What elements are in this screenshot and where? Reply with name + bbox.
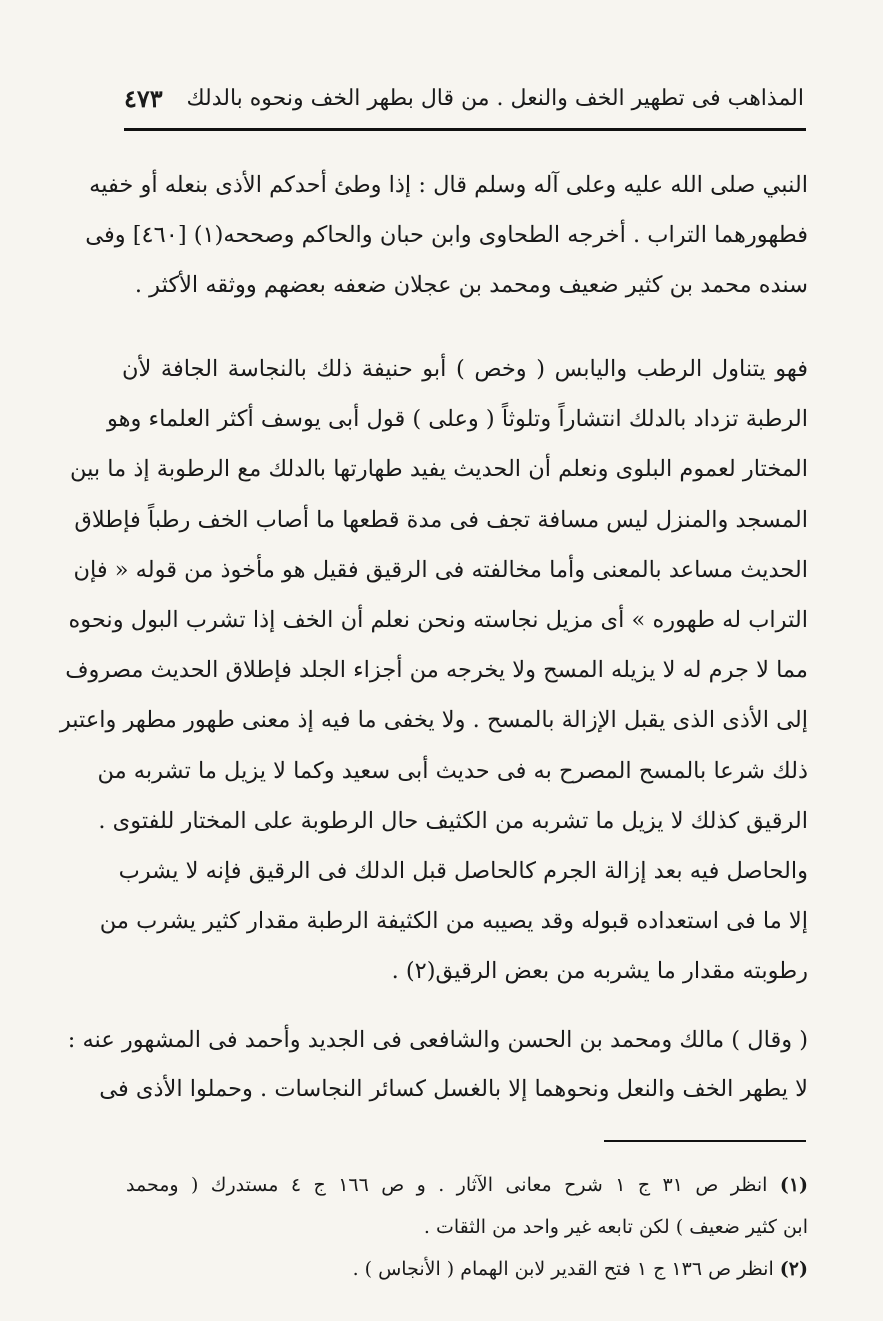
footnote-1-line-2 (126, 1206, 808, 1248)
paragraph-3 (67, 1016, 808, 1114)
footnote-2-line-1 (126, 1248, 808, 1290)
text-line: رطوبته مقدار ما يشربه من بعض الرقيق(٢) . (391, 958, 808, 985)
paragraph-2 (59, 344, 808, 996)
running-header (124, 70, 804, 126)
text-line: ذلك شرعا بالمسح المصرح به فى حديث أبى سعيد وكما لا يزيل ما تشربه من (97, 757, 808, 784)
text-line: الرقيق كذلك لا يزيل ما تشربه من الكثيف حال الرطوبة على المختار للفتوى . (98, 807, 808, 834)
footnote-text: انظر ص ١٣٦ ج ١ فتح القدير لابن الهمام ( الأنجاس ) . (352, 1258, 774, 1280)
text-line: ( وقال ) مالك ومحمد بن الحسن والشافعى فى الجديد وأحمد فى المشهور عنه : (67, 1027, 808, 1053)
running-title: المذاهب فى تطهير الخف والنعل . من قال بطهر الخف ونحوه بالدلك (186, 85, 804, 111)
header-rule (124, 128, 806, 131)
text-line: التراب له طهوره » أى مزيل نجاسته ونحن نعلم أن الخف إذا تشرب البول ونحوه (68, 606, 808, 633)
text-line: الرطبة تزداد بالدلك انتشاراً وتلوثاً ( وعلى ) قول أبى يوسف أكثر العلماء وهو (107, 406, 808, 433)
text-line: فهو يتناول الرطب واليابس ( وخص ) أبو حنيفة ذلك بالنجاسة الجافة لأن (122, 356, 808, 382)
footnotes (126, 1164, 808, 1290)
text-line: مما لا جرم له لا يزيله المسح ولا يخرجه من أجزاء الجلد فإطلاق الحديث مصروف (65, 657, 808, 684)
footnote-separator (604, 1140, 806, 1142)
text-line: الحديث مساعد بالمعنى وأما مخالفته فى الرقيق فقيل هو مأخوذ من قوله « فإن (73, 556, 808, 583)
page-number: ٤٧٣ (124, 83, 163, 113)
paragraph-1 (85, 160, 808, 310)
text-line: إلى الأذى الذى يقبل الإزالة بالمسح . ولا يخفى ما فيه إذ معنى طهور مطهر واعتبر (59, 707, 808, 734)
text-line: فطهورهما التراب . أخرجه الطحاوى وابن حبان والحاكم وصححه(١) [٤٦٠] وفى (85, 222, 808, 248)
footnote-number: (٢) (779, 1258, 808, 1280)
footnote-text: ابن كثير ضعيف ) لكن تابعه غير واحد من الثقات . (423, 1216, 808, 1238)
footnote-number: (١) (779, 1174, 809, 1196)
text-line: إلا ما فى استعداده قبوله وقد يصيبه من الكثيفة الرطبة مقدار كثير يشرب من (99, 908, 808, 935)
footnote-text: انظر ص ٣١ ج ١ شرح معانى الآثار . و ص ١٦٦ ج ٤ مستدرك ( ومحمد (126, 1174, 768, 1196)
text-line: والحاصل فيه بعد إزالة الجرم كالحاصل قبل الدلك فى الرقيق فإنه لا يشرب (118, 857, 808, 884)
text-line: النبي صلى الله عليه وعلى آله وسلم قال : إذا وطئ أحدكم الأذى بنعله أو خفيه (89, 172, 808, 198)
footnote-1-line-1 (126, 1164, 808, 1206)
text-line: لا يطهر الخف والنعل ونحوهما إلا بالغسل كسائر النجاسات . وحملوا الأذى فى (99, 1076, 808, 1102)
text-line: المسجد والمنزل ليس مسافة تجف فى مدة قطعها ما أصاب الخف رطباً فإطلاق (74, 506, 808, 533)
text-line: المختار لعموم البلوى ونعلم أن الحديث يفيد طهارتها بالدلك مع الرطوبة إذ ما بين (69, 456, 808, 483)
text-line: سنده محمد بن كثير ضعيف ومحمد بن عجلان ضعفه بعضهم ووثقه الأكثر . (134, 272, 808, 298)
